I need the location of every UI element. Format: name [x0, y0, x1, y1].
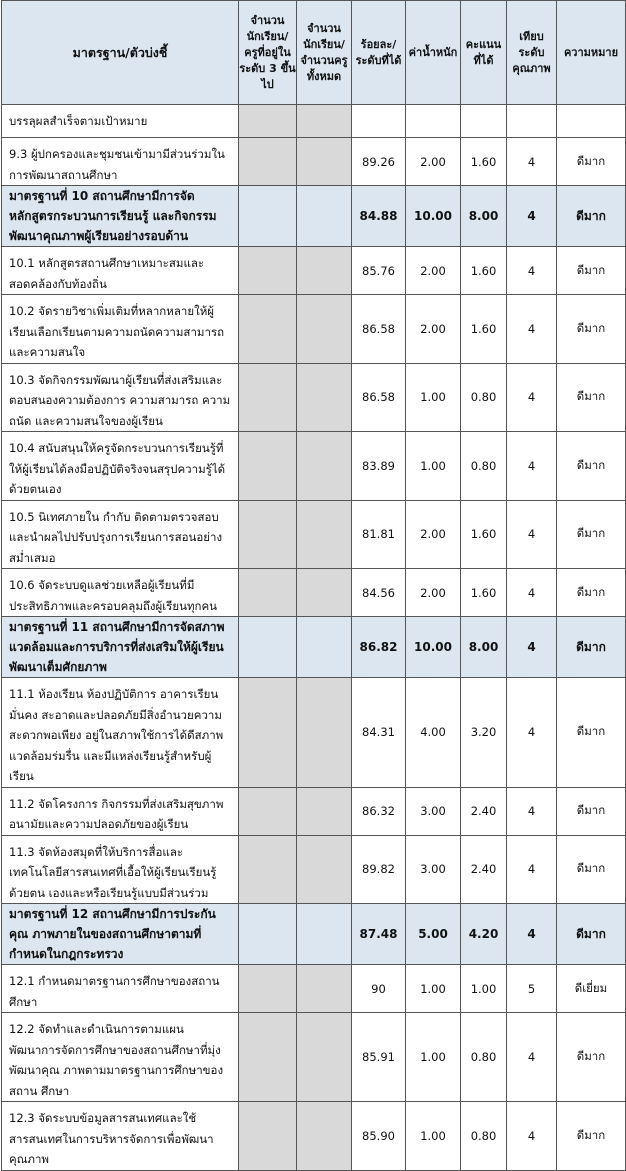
indicator-row [2, 678, 626, 788]
indicator-row [2, 500, 626, 569]
header-weight: ค่าน้ำหนัก [406, 1, 461, 105]
percent-cell: 87.48 [352, 904, 406, 965]
criterion-cell: 12.1 กำหนดมาตรฐานการศึกษาของสถานศึกษา [2, 965, 239, 1013]
meaning-cell: ดีมาก [557, 617, 626, 678]
meaning-cell: ดีมาก [557, 1013, 626, 1102]
header-row [2, 1, 626, 105]
count-qualified-cell [239, 247, 297, 295]
score-cell: 2.40 [461, 787, 507, 835]
percent-cell: 84.31 [352, 678, 406, 788]
quality-level-cell: 4 [507, 678, 557, 788]
count-total-cell [297, 1102, 352, 1171]
count-total-cell [297, 678, 352, 788]
criterion-cell: มาตรฐานที่ 12 สถานศึกษามีการประกันคุณ ภาพภายในของสถานศึกษาตามที่กำหนดในกฎกระทรวง [2, 904, 239, 965]
criterion-cell: 12.2 จัดทำและดำเนินการตามแผนพัฒนาการจัดการศึกษาของสถานศึกษาที่มุ่งพัฒนาคุณ ภาพตามมาตรฐานการศึกษาของสถาน ศึกษา [2, 1013, 239, 1102]
score-cell: 3.20 [461, 678, 507, 788]
score-cell: 1.60 [461, 500, 507, 569]
weight-cell: 10.00 [406, 617, 461, 678]
standard-row [2, 617, 626, 678]
percent-cell: 85.76 [352, 247, 406, 295]
header-meaning: ความหมาย [557, 1, 626, 105]
quality-level-cell: 4 [507, 247, 557, 295]
count-qualified-cell [239, 965, 297, 1013]
meaning-cell: ดีมาก [557, 295, 626, 364]
count-total-cell [297, 186, 352, 247]
meaning-cell: ดีมาก [557, 835, 626, 904]
meaning-cell: ดีมาก [557, 432, 626, 501]
count-total-cell [297, 500, 352, 569]
criterion-cell: มาตรฐานที่ 10 สถานศึกษามีการจัดหลักสูตรกระบวนการเรียนรู้ และกิจกรรมพัฒนาคุณภาพผู้เรียนอย่างรอบด้าน [2, 186, 239, 247]
header-count-total: จำนวน นักเรียน/ จำนวนครู ทั้งหมด [297, 1, 352, 105]
weight-cell: 2.00 [406, 569, 461, 617]
meaning-cell: ดีมาก [557, 787, 626, 835]
meaning-cell: ดีมาก [557, 904, 626, 965]
percent-cell: 85.91 [352, 1013, 406, 1102]
header-quality-level: เทียบ ระดับ คุณภาพ [507, 1, 557, 105]
percent-cell: 86.82 [352, 617, 406, 678]
meaning-cell: ดีมาก [557, 500, 626, 569]
percent-cell: 86.32 [352, 787, 406, 835]
standard-row [2, 186, 626, 247]
meaning-cell: ดีมาก [557, 569, 626, 617]
count-total-cell [297, 1013, 352, 1102]
weight-cell: 3.00 [406, 787, 461, 835]
count-total-cell [297, 432, 352, 501]
count-total-cell [297, 295, 352, 364]
criterion-cell: 11.2 จัดโครงการ กิจกรรมที่ส่งเสริมสุขภาพอนามัยและความปลอดภัยของผู้เรียน [2, 787, 239, 835]
quality-level-cell: 4 [507, 835, 557, 904]
quality-level-cell: 4 [507, 904, 557, 965]
percent-cell: 86.58 [352, 295, 406, 364]
weight-cell: 10.00 [406, 186, 461, 247]
criterion-cell: 12.3 จัดระบบข้อมูลสารสนเทศและใช้สารสนเทศในการบริหารจัดการเพื่อพัฒนาคุณภาพ [2, 1102, 239, 1171]
percent-cell: 85.90 [352, 1102, 406, 1171]
score-cell: 8.00 [461, 186, 507, 247]
quality-level-cell: 4 [507, 569, 557, 617]
count-qualified-cell [239, 1013, 297, 1102]
criterion-cell: 10.2 จัดรายวิชาเพิ่มเติมที่หลากหลายให้ผู้เรียนเลือกเรียนตามความถนัดความสามารถและความสนใจ [2, 295, 239, 364]
count-total-cell [297, 835, 352, 904]
weight-cell: 2.00 [406, 138, 461, 186]
indicator-row [2, 105, 626, 138]
meaning-cell: ดีมาก [557, 186, 626, 247]
score-cell: 1.60 [461, 295, 507, 364]
percent-cell: 84.56 [352, 569, 406, 617]
count-qualified-cell [239, 835, 297, 904]
quality-assessment-table [1, 0, 626, 1171]
count-total-cell [297, 247, 352, 295]
criterion-cell: 10.6 จัดระบบดูแลช่วยเหลือผู้เรียนที่มีประสิทธิภาพและครอบคลุมถึงผู้เรียนทุกคน [2, 569, 239, 617]
meaning-cell: ดีเยี่ยม [557, 965, 626, 1013]
table-body [2, 105, 626, 1171]
score-cell: 0.80 [461, 1102, 507, 1171]
weight-cell: 1.00 [406, 1013, 461, 1102]
score-cell: 0.80 [461, 1013, 507, 1102]
meaning-cell: ดีมาก [557, 247, 626, 295]
quality-level-cell: 4 [507, 787, 557, 835]
quality-level-cell: 4 [507, 186, 557, 247]
score-cell: 1.60 [461, 138, 507, 186]
count-total-cell [297, 363, 352, 432]
count-total-cell [297, 138, 352, 186]
meaning-cell: ดีมาก [557, 678, 626, 788]
score-cell: 1.00 [461, 965, 507, 1013]
count-qualified-cell [239, 500, 297, 569]
score-cell [461, 105, 507, 138]
header-score: คะแนน ที่ได้ [461, 1, 507, 105]
weight-cell: 1.00 [406, 965, 461, 1013]
quality-level-cell: 4 [507, 1013, 557, 1102]
indicator-row [2, 965, 626, 1013]
percent-cell: 84.88 [352, 186, 406, 247]
weight-cell: 1.00 [406, 363, 461, 432]
weight-cell [406, 105, 461, 138]
criterion-cell: 10.5 นิเทศภายใน กำกับ ติดตามตรวจสอบและนำผลไปปรับปรุงการเรียนการสอนอย่างสม่ำเสมอ [2, 500, 239, 569]
criterion-cell: 10.3 จัดกิจกรรมพัฒนาผู้เรียนที่ส่งเสริมและตอบสนองความต้องการ ความสามารถ ความถนัด และความสนใจของผู้เรียน [2, 363, 239, 432]
quality-level-cell: 4 [507, 1102, 557, 1171]
quality-level-cell: 4 [507, 363, 557, 432]
criterion-cell: บรรลุผลสำเร็จตามเป้าหมาย [2, 105, 239, 138]
indicator-row [2, 363, 626, 432]
score-cell: 4.20 [461, 904, 507, 965]
quality-level-cell: 4 [507, 617, 557, 678]
count-qualified-cell [239, 617, 297, 678]
quality-level-cell: 4 [507, 295, 557, 364]
percent-cell: 83.89 [352, 432, 406, 501]
indicator-row [2, 569, 626, 617]
score-cell: 2.40 [461, 835, 507, 904]
score-cell: 0.80 [461, 432, 507, 501]
percent-cell: 89.26 [352, 138, 406, 186]
count-qualified-cell [239, 1102, 297, 1171]
header-criterion: มาตรฐาน/ตัวบ่งชี้ [2, 1, 239, 105]
indicator-row [2, 432, 626, 501]
weight-cell: 5.00 [406, 904, 461, 965]
header-percent: ร้อยละ/ ระดับที่ได้ [352, 1, 406, 105]
count-total-cell [297, 617, 352, 678]
quality-level-cell [507, 105, 557, 138]
criterion-cell: 11.3 จัดห้องสมุดที่ให้บริการสื่อและเทคโนโลยีสารสนเทศที่เอื้อให้ผู้เรียนเรียนรู้ด้วยตน เองและหรือเรียนรู้แบบมีส่วนร่วม [2, 835, 239, 904]
weight-cell: 2.00 [406, 500, 461, 569]
count-total-cell [297, 965, 352, 1013]
standard-row [2, 904, 626, 965]
indicator-row [2, 835, 626, 904]
weight-cell: 2.00 [406, 247, 461, 295]
indicator-row [2, 1102, 626, 1171]
header-count-qualified: จำนวน นักเรียน/ ครูที่อยู่ใน ระดับ 3 ขึ้นไป [239, 1, 297, 105]
criterion-cell: 9.3 ผู้ปกครองและชุมชนเข้ามามีส่วนร่วมในการพัฒนาสถานศึกษา [2, 138, 239, 186]
meaning-cell [557, 105, 626, 138]
score-cell: 8.00 [461, 617, 507, 678]
count-qualified-cell [239, 295, 297, 364]
quality-level-cell: 5 [507, 965, 557, 1013]
count-total-cell [297, 569, 352, 617]
indicator-row [2, 1013, 626, 1102]
weight-cell: 1.00 [406, 432, 461, 501]
score-cell: 1.60 [461, 569, 507, 617]
count-qualified-cell [239, 105, 297, 138]
indicator-row [2, 295, 626, 364]
count-qualified-cell [239, 678, 297, 788]
score-cell: 1.60 [461, 247, 507, 295]
quality-level-cell: 4 [507, 138, 557, 186]
indicator-row [2, 247, 626, 295]
percent-cell: 89.82 [352, 835, 406, 904]
criterion-cell: 10.1 หลักสูตรสถานศึกษาเหมาะสมและสอดคล้องกับท้องถิ่น [2, 247, 239, 295]
criterion-cell: มาตรฐานที่ 11 สถานศึกษามีการจัดสภาพแวดล้อมและการบริการที่ส่งเสริมให้ผู้เรียนพัฒนาเต็มศักยภาพ [2, 617, 239, 678]
quality-level-cell: 4 [507, 500, 557, 569]
score-cell: 0.80 [461, 363, 507, 432]
count-total-cell [297, 904, 352, 965]
percent-cell: 86.58 [352, 363, 406, 432]
indicator-row [2, 138, 626, 186]
meaning-cell: ดีมาก [557, 1102, 626, 1171]
count-qualified-cell [239, 432, 297, 501]
weight-cell: 3.00 [406, 835, 461, 904]
percent-cell [352, 105, 406, 138]
count-qualified-cell [239, 186, 297, 247]
weight-cell: 4.00 [406, 678, 461, 788]
meaning-cell: ดีมาก [557, 138, 626, 186]
count-qualified-cell [239, 787, 297, 835]
count-qualified-cell [239, 138, 297, 186]
criterion-cell: 11.1 ห้องเรียน ห้องปฏิบัติการ อาคารเรียนมั่นคง สะอาดและปลอดภัยมีสิ่งอำนวยความสะดวกพอเพียง อยู่ในสภาพใช้การได้ดีสภาพแวดล้อมร่มรื่น และมีแหล่งเรียนรู้สำหรับผู้เรียน [2, 678, 239, 788]
indicator-row [2, 787, 626, 835]
weight-cell: 1.00 [406, 1102, 461, 1171]
count-qualified-cell [239, 904, 297, 965]
percent-cell: 81.81 [352, 500, 406, 569]
criterion-cell: 10.4 สนับสนุนให้ครูจัดกระบวนการเรียนรู้ที่ให้ผู้เรียนได้ลงมือปฏิบัติจริงจนสรุปความรู้ได้ด้วยตนเอง [2, 432, 239, 501]
percent-cell: 90 [352, 965, 406, 1013]
meaning-cell: ดีมาก [557, 363, 626, 432]
count-qualified-cell [239, 363, 297, 432]
count-total-cell [297, 105, 352, 138]
count-total-cell [297, 787, 352, 835]
quality-level-cell: 4 [507, 432, 557, 501]
weight-cell: 2.00 [406, 295, 461, 364]
count-qualified-cell [239, 569, 297, 617]
